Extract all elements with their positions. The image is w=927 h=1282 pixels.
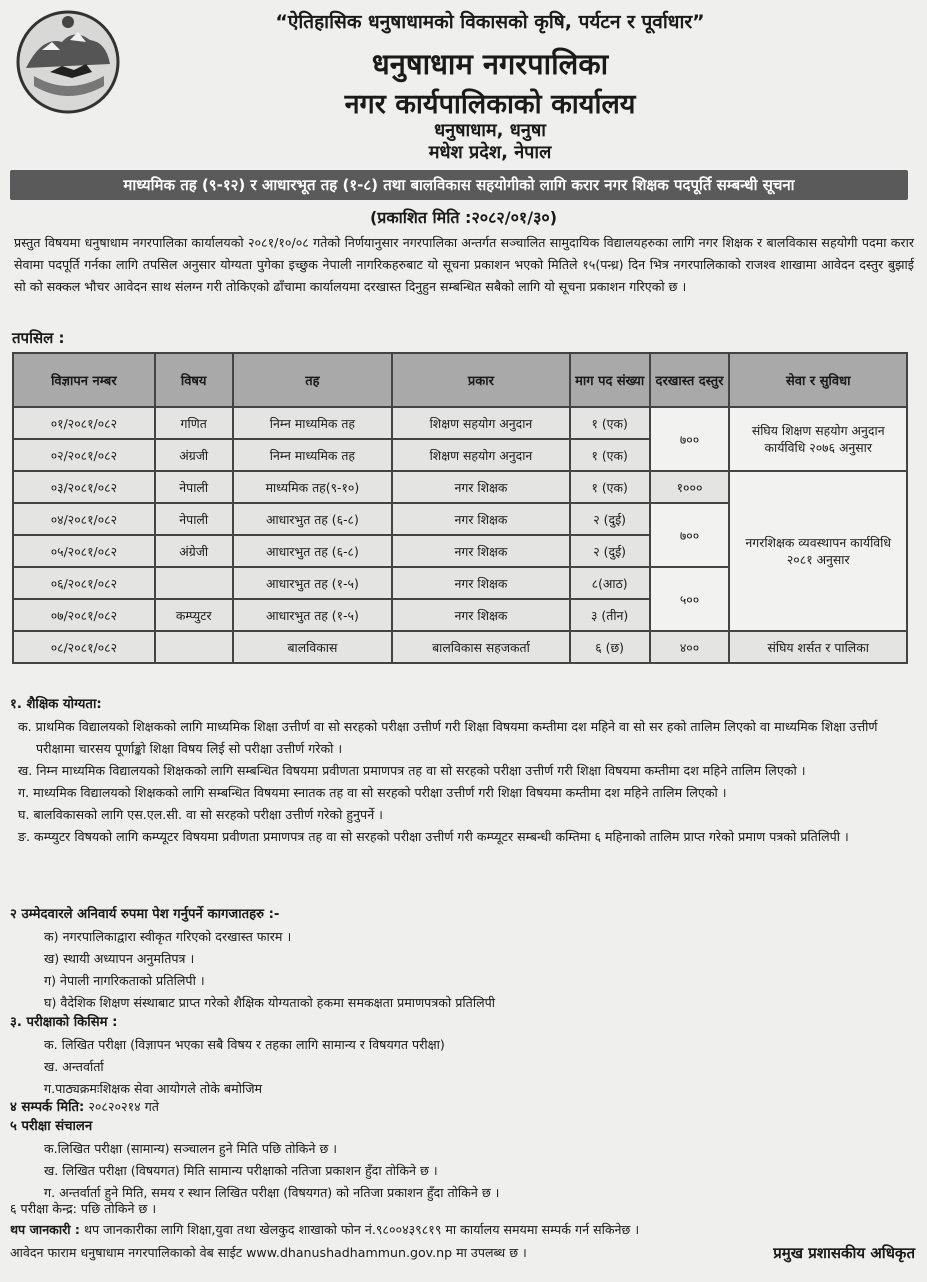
list-item: घ. बालविकासको लागि एस.एल.सी. वा सो सरहको परीक्षा उत्तीर्ण गरेको हुनुपर्ने । [18, 807, 383, 822]
list-item: घ) वैदेशिक शिक्षण संस्थाबाट प्राप्त गरेको शैक्षिक योग्यताको हकमा समकक्षता प्रमाणपत्रको प्रतिलिपी [44, 995, 496, 1010]
list-item: क.लिखित परीक्षा (सामान्य) सञ्चालन हुने मिति पछि तोकिने छ । [44, 1141, 338, 1156]
published-date: (प्रकाशित मिति :२०८२/०१/३०) [369, 208, 558, 227]
list-item: ख. अन्तर्वार्ता [44, 1059, 104, 1074]
list-item: क. लिखित परीक्षा (विज्ञापन भएका सबै विषय र तहका लागि सामान्य र विषयगत परीक्षा) [44, 1037, 445, 1052]
nepal-emblem-icon [12, 6, 124, 118]
list-item: ख. लिखित परीक्षा (विषयगत) मिति सामान्य परीक्षाको नतिजा प्रकाशन हुँदा तोकिने छ । [44, 1163, 438, 1178]
col-header-posts: माग पद संख्या [570, 353, 650, 407]
list-item: क. प्राथमिक विद्यालयको शिक्षकको लागि माध्यमिक शिक्षा उत्तीर्ण वा सो सरहको परीक्षा उत्तीर्ण गरी शिक्षा विषयमा कम्तीमा दश महिने वा सो सर हको तालिम लिएको वा माध्यमिक शिक्षा उत्तीर्ण परीक्षामा चारसय पूर्णाङ्को शिक्षा विषय लिई सो परीक्षा उत्तीर्ण गरेको । [18, 719, 878, 756]
cell-posts: २ (दुई) [570, 535, 650, 567]
list-item: ग. माध्यमिक विद्यालयको शिक्षकको लागि सम्बन्धित विषयमा स्नातक तह वा सो सरहको परीक्षा उत्तीर्ण गरी शिक्षा विषयमा कम्तीमा दश महिने तालिम लिएको । [18, 785, 727, 800]
section-title: २ उम्मेदवारले अनिवार्य रुपमा पेश गर्नुपर्ने कागजातहरु :- [10, 907, 280, 922]
cell-adv: ०८/२०८१/०८२ [13, 631, 155, 663]
cell-level: आधारभुत तह (६-८) [233, 503, 393, 535]
col-header-level: तह [233, 353, 393, 407]
exam-conduct-section [10, 1116, 915, 1204]
table-row [13, 471, 907, 503]
form-note-line: आवेदन फाराम धनुषाधाम नगरपालिकाको वेब साईट www.dhanushadhammun.gov.np मा उपलब्ध छ । [10, 1245, 527, 1260]
section-title: ३. परीक्षाको किसिम : [10, 1015, 118, 1030]
cell-subject [155, 567, 233, 599]
cell-adv: ०६/२०८१/०८२ [13, 567, 155, 599]
signatory: प्रमुख प्रशासकीय अधिकृत [773, 1244, 915, 1262]
intro-paragraph: प्रस्तुत विषयमा धनुषाधाम नगरपालिका कार्यालयको २०८१/१०/०८ गतेको निर्णयानुसार नगरपालिका अन्तर्गत सञ्चालित सामुदायिक विद्यालयहरुका लागि नगर शिक्षक र बालविकास सहयोगी पदमा करार सेवामा पदपूर्ति गर्नका लागि तपसिल अनुसार योग्यता पुगेका इच्छुक नेपाली नागरिकहरुबाट यो सूचना प्रकाशन भएको मितिले १५(पन्ध्र) दिन भित्र नगरपालिकाको राजश्व शाखामा आवेदन दस्तुर बुझाई सो को सक्कल भौचर आवेदन साथ संलग्न गरी तोकिएको ढाँचामा कार्यालयमा दरखास्त दिनुहुन सम्बन्धित सबैको लागि यो सूचना प्रकाशन गरिएको छ । [14, 235, 914, 294]
section-title: ५ परीक्षा संचालन [10, 1119, 93, 1134]
cell-fee: ४०० [650, 631, 730, 663]
cell-level: निम्न माध्यमिक तह [233, 439, 393, 471]
col-header-fee: दरखास्त दस्तुर [650, 353, 730, 407]
cell-fee: १००० [650, 471, 730, 503]
cell-subject: नेपाली [155, 471, 233, 503]
more-info-line [10, 1219, 915, 1241]
cell-adv: ०५/२०८१/०८२ [13, 535, 155, 567]
cell-type: नगर शिक्षक [392, 567, 570, 599]
cell-type: नगर शिक्षक [392, 503, 570, 535]
list-item: ङ. कम्प्युटर विषयको लागि कम्प्यूटर विषयमा प्रवीणता प्रमाणपत्र तह वा सो सरहको परीक्षा उत्तीर्ण गरी कम्प्यूटर सम्बन्धी कम्तिमा ६ महिनाको तालिम प्राप्त गरेको प्रमाण पत्रको प्रतिलिपी । [18, 829, 849, 844]
list-item: ख) स्थायी अध्यापन अनुमतिपत्र । [44, 951, 195, 966]
cell-type: नगर शिक्षक [392, 471, 570, 503]
cell-subject: कम्प्युटर [155, 599, 233, 631]
cell-adv: ०२/२०८१/०८२ [13, 439, 155, 471]
exam-center-line: ६ परीक्षा केन्द्र: पछि तोकिने छ । [10, 1201, 157, 1216]
cell-posts: ६ (छ) [570, 631, 650, 663]
cell-benefit: नगरशिक्षक व्यवस्थापन कार्यविधि २०८१ अनुसार [729, 471, 907, 631]
notice-title-banner: माध्यमिक तह (९-१२) र आधारभूत तह (१-८) तथा बालविकास सहयोगीको लागि करार नगर शिक्षक पदपूर्ति सम्बन्धी सूचना [10, 170, 908, 200]
col-header-adv: विज्ञापन नम्बर [13, 353, 155, 407]
table-row [13, 407, 907, 439]
cell-fee: ७०० [650, 503, 730, 567]
cell-type: बालविकास सहजकर्ता [392, 631, 570, 663]
motto: “ऐतिहासिक धनुषाधामको विकासको कृषि, पर्यटन र पूर्वाधार” [275, 11, 705, 33]
cell-subject [155, 631, 233, 663]
list-item: ग. अन्तर्वार्ता हुने मिति, समय र स्थान लिखित परीक्षा (विषयगत) को नतिजा प्रकाशन हुँदा तोकिने छ । [44, 1185, 500, 1200]
list-item: ग.पाठ्यक्रमःशिक्षक सेवा आयोगले तोके बमोजिम [44, 1081, 263, 1096]
exam-type-section [10, 1012, 915, 1100]
qualification-section [10, 694, 915, 848]
cell-posts: १ (एक) [570, 439, 650, 471]
cell-posts: १ (एक) [570, 471, 650, 503]
cell-type: शिक्षण सहयोग अनुदान [392, 407, 570, 439]
cell-benefit: संघिय शिक्षण सहयोग अनुदान कार्यविधि २०७६ अनुसार [729, 407, 907, 471]
cell-adv: ०३/२०८१/०८२ [13, 471, 155, 503]
contact-date-label: ४ सम्पर्क मिति: [10, 1100, 85, 1115]
contact-date-value: २०८२०२१४ गते [88, 1099, 159, 1114]
cell-level: निम्न माध्यमिक तह [233, 407, 393, 439]
table-header-row [13, 353, 907, 407]
cell-posts: ८(आठ) [570, 567, 650, 599]
cell-level: आधारभुत तह (१-५) [233, 567, 393, 599]
cell-subject: अंग्रेजी [155, 535, 233, 567]
documents-section [10, 904, 915, 1014]
cell-level: माध्यमिक तह(९-१०) [233, 471, 393, 503]
cell-posts: १ (एक) [570, 407, 650, 439]
section-title: १. शैक्षिक योग्यता: [10, 697, 102, 712]
list-item: क) नगरपालिकाद्वारा स्वीकृत गरिएको दरखास्त फारम । [44, 929, 292, 944]
vacancy-table [12, 352, 908, 664]
cell-adv: ०७/२०८१/०८२ [13, 599, 155, 631]
more-info-text: थप जानकारीका लागि शिक्षा,युवा तथा खेलकुद शाखाको फोन नं.९८००४३९८१९ मा कार्यालय समयमा सम्पर्क गर्न सकिनेछ । [83, 1222, 640, 1237]
cell-fee: ५०० [650, 567, 730, 631]
cell-fee: ७०० [650, 407, 730, 471]
cell-benefit: संघिय शर्सत र पालिका [729, 631, 907, 663]
cell-adv: ०४/२०८१/०८२ [13, 503, 155, 535]
table-row [13, 631, 907, 663]
municipality-name: धनुषाधाम नगरपालिका [371, 47, 609, 81]
cell-type: नगर शिक्षक [392, 535, 570, 567]
address: धनुषाधाम, धनुषा [434, 120, 546, 141]
cell-subject: गणित [155, 407, 233, 439]
cell-posts: २ (दुई) [570, 503, 650, 535]
cell-level: आधारभुत तह (६-८) [233, 535, 393, 567]
province: मधेश प्रदेश, नेपाल [428, 142, 552, 163]
cell-subject: अंग्रजी [155, 439, 233, 471]
col-header-type: प्रकार [392, 353, 570, 407]
cell-posts: ३ (तीन) [570, 599, 650, 631]
cell-adv: ०१/२०८१/०८२ [13, 407, 155, 439]
cell-level: आधारभुत तह (१-५) [233, 599, 393, 631]
cell-subject: नेपाली [155, 503, 233, 535]
cell-type: नगर शिक्षक [392, 599, 570, 631]
cell-type: शिक्षण सहयोग अनुदान [392, 439, 570, 471]
tapasil-heading: तपसिल : [12, 329, 65, 347]
col-header-subject: विषय [155, 353, 233, 407]
office-name: नगर कार्यपालिकाको कार्यालय [344, 89, 636, 120]
cell-level: बालविकास [233, 631, 393, 663]
more-info-label: थप जानकारी : [10, 1222, 80, 1237]
list-item: ख. निम्न माध्यमिक विद्यालयको शिक्षकको लागि सम्बन्धित विषयमा प्रवीणता प्रमाणपत्र तह वा सो सरहको परीक्षा उत्तीर्ण गरी शिक्षा विषयमा कम्तीमा दश महिने तालिम लिएको । [18, 763, 806, 778]
list-item: ग) नेपाली नागरिकताको प्रतिलिपी । [44, 973, 205, 988]
col-header-benefit: सेवा र सुविधा [729, 353, 907, 407]
